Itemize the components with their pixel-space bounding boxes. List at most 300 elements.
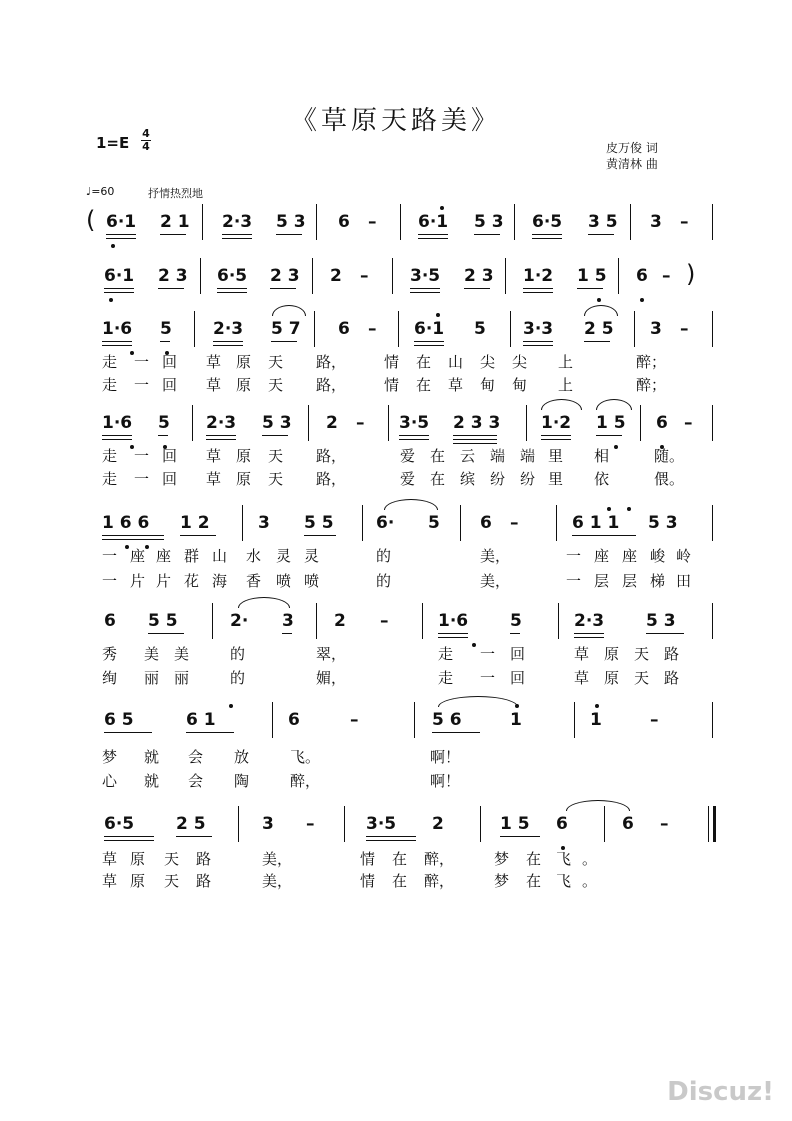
beam-underline <box>541 439 571 440</box>
note-group: 3·5 <box>399 413 430 433</box>
beam-underline <box>574 633 604 634</box>
lyric-char: 美 <box>144 645 160 663</box>
octave-dot-below <box>109 298 113 302</box>
octave-dot-below <box>597 298 601 302</box>
lyric-char: 美， <box>262 872 293 890</box>
lyric-char: 一 <box>480 645 496 663</box>
beam-underline <box>276 234 302 235</box>
lyric-char: 放 <box>234 748 250 766</box>
lyrics-verse-2 <box>0 468 792 490</box>
music-line-4 <box>0 405 792 445</box>
note-group: 3 <box>650 319 662 339</box>
beam-underline <box>532 234 562 235</box>
note-group: 2 <box>330 266 342 286</box>
beam-underline <box>474 234 500 235</box>
note-group: 2 3 <box>270 266 300 286</box>
lyric-char: 上 <box>558 353 574 371</box>
lyric-char: 天 <box>164 850 180 868</box>
beam-underline <box>541 435 571 436</box>
beam-underline <box>104 288 134 289</box>
lyric-char: 。 <box>582 872 598 890</box>
beam-underline <box>102 341 132 342</box>
note-group: 5 3 <box>474 212 504 232</box>
beam-underline <box>577 288 603 289</box>
slur <box>272 305 306 316</box>
beam-underline <box>222 234 252 235</box>
note-group: – <box>368 319 377 339</box>
note-group: 6 <box>622 814 634 834</box>
barline <box>308 405 309 441</box>
slur <box>384 499 438 510</box>
lyric-char: 一 <box>566 547 582 565</box>
note-group: – <box>660 814 669 834</box>
lyric-char: 喷 <box>304 572 320 590</box>
lyric-char: 纷 <box>490 470 506 488</box>
beam-underline <box>510 633 520 634</box>
lyric-char: 原 <box>604 669 620 687</box>
note-group: – <box>380 611 389 631</box>
beam-underline <box>222 238 252 239</box>
beam-underline <box>104 292 134 293</box>
beam-underline <box>102 435 132 436</box>
lyric-char: 媚， <box>316 669 347 687</box>
lyric-char: 醉， <box>424 872 455 890</box>
beam-underline <box>282 633 292 634</box>
lyric-char: 在 <box>526 850 542 868</box>
lyric-char: 醉， <box>290 772 321 790</box>
lyric-char: 草 <box>206 376 222 394</box>
lyric-char: 岭 <box>676 547 692 565</box>
beam-underline <box>217 292 247 293</box>
beam-underline <box>104 836 154 837</box>
lyric-char: 翠， <box>316 645 347 663</box>
lyric-char: 飞 <box>556 872 572 890</box>
beam-underline <box>106 234 136 235</box>
beam-underline <box>523 345 553 346</box>
note-group: 3 <box>262 814 274 834</box>
lyric-char: 座 <box>594 547 610 565</box>
lyric-char: 回 <box>510 645 526 663</box>
repeat-paren-open: ( <box>86 206 96 234</box>
lyric-char: 心 <box>102 772 118 790</box>
barline <box>202 204 203 240</box>
beam-underline <box>572 535 636 536</box>
lyric-char: 丽 <box>144 669 160 687</box>
lyric-char: 路 <box>196 872 212 890</box>
music-line-2 <box>0 258 792 298</box>
lyric-char: 草 <box>574 669 590 687</box>
slur <box>566 800 630 811</box>
barline <box>460 505 461 541</box>
lyric-char: 山 <box>448 353 464 371</box>
beam-underline <box>104 840 154 841</box>
lyric-char: 的 <box>376 572 392 590</box>
barline <box>400 204 401 240</box>
lyric-char: 天 <box>634 645 650 663</box>
lyric-char: 灵 <box>276 547 292 565</box>
lyric-char: 尖 <box>480 353 496 371</box>
beam-underline <box>574 637 604 638</box>
note-group: – <box>650 710 659 730</box>
slur <box>238 597 290 608</box>
beam-underline <box>418 238 448 239</box>
barline <box>630 204 631 240</box>
lyrics-verse-2 <box>0 870 792 892</box>
note-group: 5 5 <box>304 513 334 533</box>
note-group: 6·1 <box>106 212 137 232</box>
lyric-char: 天 <box>268 353 284 371</box>
note-group: 1 <box>590 710 602 730</box>
note-group: 2 5 <box>584 319 614 339</box>
lyric-char: 的 <box>230 669 246 687</box>
lyric-char: 走 <box>102 447 118 465</box>
lyric-char: 醉， <box>424 850 455 868</box>
beam-underline <box>584 341 610 342</box>
note-group: 5 5 <box>148 611 178 631</box>
octave-dot-above <box>595 704 599 708</box>
note-group: 6 <box>480 513 492 533</box>
music-line-1 <box>0 204 792 244</box>
lyrics-verse-2 <box>0 667 792 689</box>
lyric-char: 梦 <box>494 872 510 890</box>
lyric-char: 爱 <box>400 447 416 465</box>
note-group: 2·3 <box>222 212 253 232</box>
note-group: 6 <box>556 814 568 834</box>
octave-dot-above <box>627 507 631 511</box>
lyric-char: 相 <box>594 447 610 465</box>
note-group: 6·5 <box>104 814 135 834</box>
octave-dot-above <box>436 313 440 317</box>
barline <box>558 603 559 639</box>
barline <box>712 204 713 240</box>
lyrics-verse-1 <box>0 445 792 467</box>
beam-underline <box>399 435 429 436</box>
lyric-char: 路 <box>664 645 680 663</box>
lyric-char: 回 <box>162 353 178 371</box>
lyrics-verse-1 <box>0 848 792 870</box>
lyric-char: 在 <box>430 470 446 488</box>
lyrics-verse-1 <box>0 351 792 373</box>
note-group: 2· <box>230 611 249 631</box>
lyric-char: 路， <box>316 376 347 394</box>
music-line-6 <box>0 603 792 643</box>
repeat-paren-close: ) <box>686 260 696 288</box>
lyric-char: 座 <box>130 547 146 565</box>
barline <box>392 258 393 294</box>
composer-credit: 黄清林 曲 <box>606 157 658 171</box>
note-group: 5 <box>428 513 440 533</box>
note-group: 6 1 1 <box>572 513 620 533</box>
barline <box>712 405 713 441</box>
lyric-char: 一 <box>134 376 150 394</box>
lyric-char: 路， <box>316 353 347 371</box>
note-group: 5 <box>474 319 486 339</box>
beam-underline <box>523 341 553 342</box>
note-group: – <box>360 266 369 286</box>
barline <box>200 258 201 294</box>
lyric-char: 原 <box>236 447 252 465</box>
lyric-char: 梯 <box>650 572 666 590</box>
lyric-char: 一 <box>102 547 118 565</box>
lyric-char: 天 <box>634 669 650 687</box>
lyric-char: 峻 <box>650 547 666 565</box>
note-group: – <box>680 319 689 339</box>
barline <box>388 405 389 441</box>
note-group: 5 <box>510 611 522 631</box>
note-group: – <box>510 513 519 533</box>
key-signature: 1=E <box>96 134 130 152</box>
beam-underline <box>106 238 136 239</box>
lyric-char: 会 <box>188 772 204 790</box>
note-group: 6·5 <box>532 212 563 232</box>
lyric-char: 在 <box>430 447 446 465</box>
lyric-char: 的 <box>230 645 246 663</box>
note-group: 6 1 <box>186 710 216 730</box>
note-group: 5 <box>158 413 170 433</box>
beam-underline <box>414 345 444 346</box>
note-group: 1 2 <box>180 513 210 533</box>
beam-underline <box>160 234 186 235</box>
lyrics-verse-2 <box>0 570 792 592</box>
lyric-char: 的 <box>376 547 392 565</box>
lyric-char: 走 <box>438 645 454 663</box>
beam-underline <box>158 288 184 289</box>
note-group: 5 3 <box>646 611 676 631</box>
beam-underline <box>217 288 247 289</box>
barline <box>505 258 506 294</box>
music-line-7 <box>0 702 792 742</box>
note-group: – <box>680 212 689 232</box>
lyric-char: 回 <box>162 470 178 488</box>
lyric-char: 尖 <box>512 353 528 371</box>
beam-underline <box>523 288 553 289</box>
beam-underline <box>102 439 132 440</box>
note-group: 1 5 <box>500 814 530 834</box>
barline <box>526 405 527 441</box>
barline <box>362 505 363 541</box>
note-group: 1 6 6 <box>102 513 150 533</box>
lyric-char: 甸 <box>512 376 528 394</box>
watermark: Discuz! <box>667 1077 774 1107</box>
lyric-char: 飞。 <box>290 748 321 766</box>
lyric-char: 绚 <box>102 669 118 687</box>
lyric-char: 路， <box>316 447 347 465</box>
note-group: 6·1 <box>418 212 449 232</box>
lyric-char: 在 <box>392 850 408 868</box>
barline <box>422 603 423 639</box>
lyric-char: 田 <box>676 572 692 590</box>
barline <box>640 405 641 441</box>
time-signature-bottom: 4 <box>142 140 150 153</box>
beam-underline <box>271 341 297 342</box>
lyric-char: 花 <box>184 572 200 590</box>
note-group: – <box>350 710 359 730</box>
note-group: 6 <box>656 413 668 433</box>
octave-dot-above <box>607 507 611 511</box>
lyric-char: 一 <box>102 572 118 590</box>
slur <box>584 305 618 316</box>
beam-underline <box>304 535 336 536</box>
lyric-char: 座 <box>622 547 638 565</box>
lyric-char: 依 <box>594 470 610 488</box>
barline <box>480 806 481 842</box>
lyric-char: 美， <box>480 572 511 590</box>
lyrics-verse-1 <box>0 545 792 567</box>
note-group: 5 3 <box>276 212 306 232</box>
octave-dot-above <box>229 704 233 708</box>
lyric-char: 路， <box>316 470 347 488</box>
lyric-char: 就 <box>144 772 160 790</box>
note-group: 1·2 <box>541 413 572 433</box>
lyric-char: 醉； <box>636 353 667 371</box>
slur <box>438 696 518 707</box>
lyric-char: 醉； <box>636 376 667 394</box>
lyric-char: 一 <box>134 353 150 371</box>
lyrics-verse-1 <box>0 746 792 768</box>
lyricist-credit: 皮万俊 词 <box>606 141 658 155</box>
lyric-char: 层 <box>594 572 610 590</box>
note-group: 6· <box>376 513 395 533</box>
note-group: 6·1 <box>414 319 445 339</box>
lyric-char: 走 <box>102 470 118 488</box>
lyric-char: 回 <box>162 376 178 394</box>
lyric-char: 山 <box>212 547 228 565</box>
barline <box>712 702 713 738</box>
lyric-char: 座 <box>156 547 172 565</box>
note-group: – <box>306 814 315 834</box>
note-group: – <box>684 413 693 433</box>
barline <box>556 505 557 541</box>
lyric-char: 片 <box>130 572 146 590</box>
lyric-char: 一 <box>134 470 150 488</box>
note-group: 2·3 <box>206 413 237 433</box>
lyric-char: 一 <box>480 669 496 687</box>
barline <box>414 702 415 738</box>
beam-underline <box>646 633 684 634</box>
lyric-char: 在 <box>416 376 432 394</box>
lyric-char: 里 <box>548 470 564 488</box>
time-signature <box>140 128 152 153</box>
note-group: 6·1 <box>104 266 135 286</box>
note-group: 1·6 <box>102 319 133 339</box>
beam-underline <box>102 535 164 536</box>
music-line-3 <box>0 311 792 351</box>
lyric-char: 里 <box>548 447 564 465</box>
barline <box>194 311 195 347</box>
note-group: 5 7 <box>271 319 301 339</box>
lyric-char: 美， <box>262 850 293 868</box>
barline <box>242 505 243 541</box>
lyric-char: 天 <box>268 470 284 488</box>
barline <box>314 311 315 347</box>
lyric-char: 群 <box>184 547 200 565</box>
barline <box>604 806 605 842</box>
beam-underline <box>366 836 416 837</box>
barline <box>344 806 345 842</box>
lyric-char: 在 <box>392 872 408 890</box>
note-group: 6 5 <box>104 710 134 730</box>
lyric-char: 灵 <box>304 547 320 565</box>
lyric-char: 啊！ <box>430 772 461 790</box>
note-group: 5 6 <box>432 710 462 730</box>
lyric-char: 上 <box>558 376 574 394</box>
beam-underline <box>596 435 622 436</box>
note-group: 2·3 <box>574 611 605 631</box>
note-group: 3 <box>650 212 662 232</box>
lyric-char: 走 <box>102 376 118 394</box>
note-group: 2 1 <box>160 212 190 232</box>
barline <box>712 505 713 541</box>
lyric-char: 水 <box>246 547 262 565</box>
beam-underline <box>410 288 440 289</box>
barline <box>712 311 713 347</box>
tempo-marking: ♩=60 <box>86 185 115 198</box>
lyric-char: 美， <box>480 547 511 565</box>
note-group: 1·6 <box>438 611 469 631</box>
lyric-char: 草 <box>102 850 118 868</box>
note-group: 3 <box>282 611 294 631</box>
final-barline <box>713 806 716 842</box>
lyrics-verse-2 <box>0 374 792 396</box>
lyric-char: 端 <box>520 447 536 465</box>
barline <box>212 603 213 639</box>
lyric-char: 路 <box>664 669 680 687</box>
note-group: 2 3 <box>158 266 188 286</box>
barline <box>514 204 515 240</box>
lyric-char: 天 <box>268 376 284 394</box>
barline <box>708 806 709 842</box>
barline <box>712 603 713 639</box>
beam-underline <box>176 836 212 837</box>
barline <box>238 806 239 842</box>
lyrics-verse-1 <box>0 643 792 665</box>
lyric-char: 丽 <box>174 669 190 687</box>
beam-underline <box>270 288 296 289</box>
lyric-char: 随。 <box>654 447 685 465</box>
beam-underline <box>206 439 236 440</box>
note-group: 1 5 <box>577 266 607 286</box>
lyric-char: 香 <box>246 572 262 590</box>
lyric-char: 回 <box>162 447 178 465</box>
time-signature-top: 4 <box>142 127 150 140</box>
note-group: 3 5 <box>588 212 618 232</box>
beam-underline <box>206 435 236 436</box>
lyric-char: 情 <box>360 850 376 868</box>
lyric-char: 情 <box>384 376 400 394</box>
lyric-char: 梦 <box>102 748 118 766</box>
note-group: – <box>356 413 365 433</box>
note-group: – <box>662 266 671 286</box>
lyric-char: 回 <box>510 669 526 687</box>
song-title: 《草原天路美》 <box>290 106 501 136</box>
lyric-char: 原 <box>130 850 146 868</box>
beam-underline <box>532 238 562 239</box>
lyric-char: 。 <box>582 850 598 868</box>
lyric-char: 甸 <box>480 376 496 394</box>
lyric-char: 一 <box>134 447 150 465</box>
lyric-char: 秀 <box>102 645 118 663</box>
lyric-char: 路 <box>196 850 212 868</box>
note-group: 3 <box>258 513 270 533</box>
beam-underline <box>588 234 614 235</box>
beam-underline <box>186 732 234 733</box>
note-group: 2 5 <box>176 814 206 834</box>
barline <box>618 258 619 294</box>
beam-underline <box>160 341 170 342</box>
lyric-char: 原 <box>236 376 252 394</box>
note-group: 2 <box>432 814 444 834</box>
barline <box>398 311 399 347</box>
